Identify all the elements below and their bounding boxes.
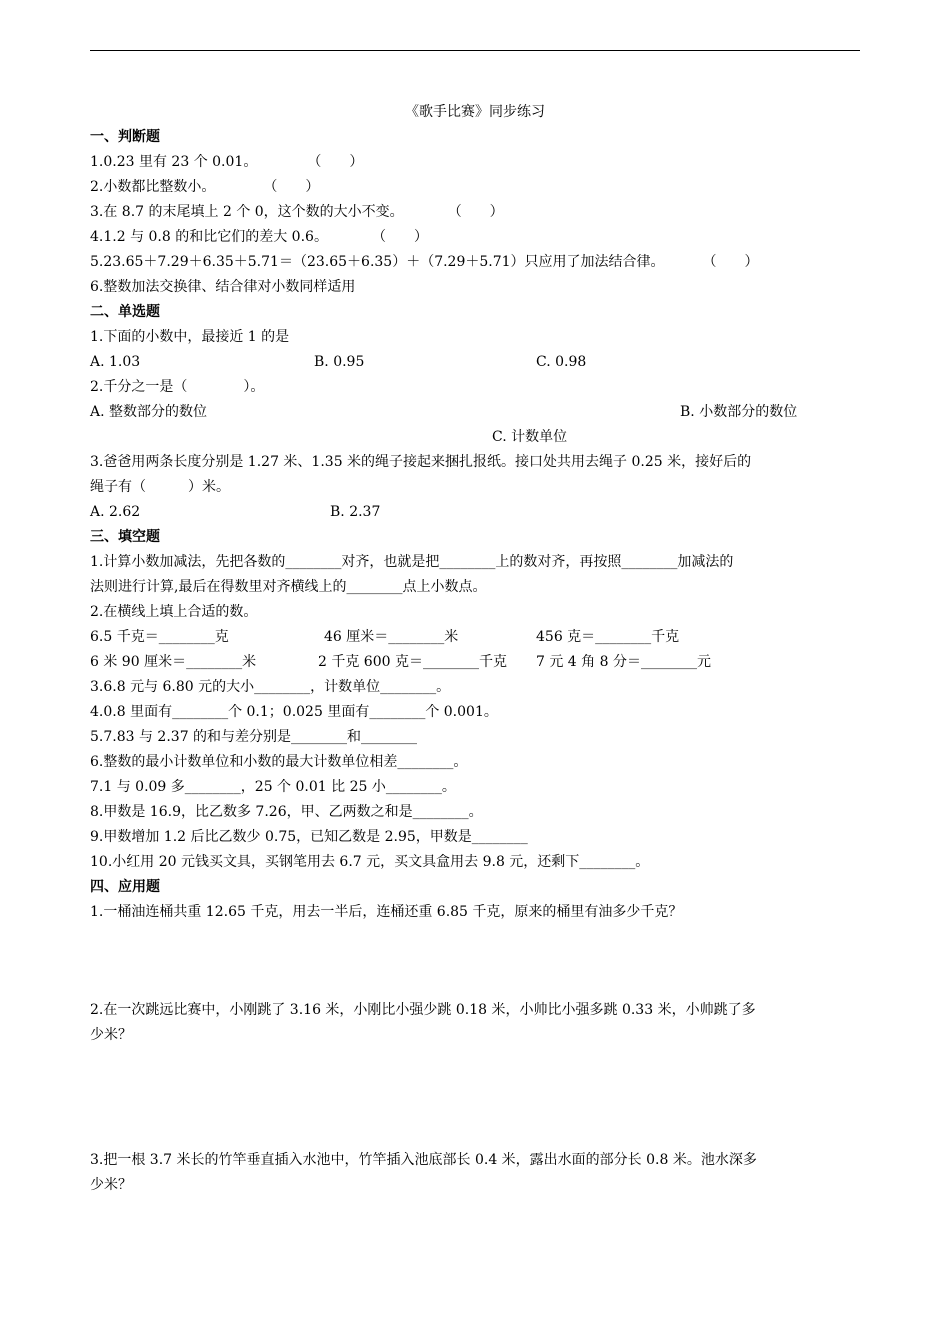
- choice-q2-options-row2: [90, 425, 860, 450]
- fill-question-1-line2: 法则进行计算,最后在得数里对齐横线上的________点上小数点。: [90, 579, 487, 595]
- judge-q1-paren: （ ）: [307, 154, 364, 170]
- judge-q2-text: 2.小数都比整数小。: [90, 179, 216, 195]
- choice-q1-option-c: C. 0.98: [536, 354, 587, 370]
- apply-question-3-line1: 3.把一根 3.7 米长的竹竿垂直插入水池中，竹竿插入池底部长 0.4 米，露出水面的部分长 0.8 米。池水深多: [90, 1152, 757, 1168]
- fill-q2-row2: [90, 650, 860, 675]
- header-rule: [90, 50, 860, 51]
- fill-question-1-line1: 1.计算小数加减法，先把各数的________对齐，也就是把________上的数对齐，再按照________加减法的: [90, 554, 734, 570]
- fill-question-9: 9.甲数增加 1.2 后比乙数少 0.75，已知乙数是 2.95，甲数是________: [90, 829, 528, 845]
- judge-q3-paren: （ ）: [447, 204, 504, 220]
- choice-question-1: 1.下面的小数中，最接近 1 的是: [90, 329, 290, 345]
- choice-q2-option-a: A. 整数部分的数位: [90, 404, 208, 420]
- apply-question-3-line2: 少米？: [90, 1177, 132, 1193]
- choice-q1-option-b: B. 0.95: [314, 354, 365, 370]
- page-title: 《歌手比赛》同步练习: [405, 104, 545, 120]
- choice-q2-option-c: C. 计数单位: [492, 429, 568, 445]
- judge-q5-text: 5.23.65＋7.29＋6.35＋5.71＝（23.65＋6.35）＋（7.29＋5.71）只应用了加法结合律。: [90, 254, 665, 270]
- apply-question-1: 1.一桶油连桶共重 12.65 千克，用去一半后，连桶还重 6.85 千克，原来的桶里有油多少千克？: [90, 904, 683, 920]
- fill-question-7: 7.1 与 0.09 多________，25 个 0.01 比 25 小________。: [90, 779, 456, 795]
- section-judge-heading: 一、判断题: [90, 129, 160, 145]
- fill-q2-item-3: 456 克＝________千克: [536, 629, 680, 645]
- section-apply-heading: 四、应用题: [90, 879, 160, 895]
- fill-q2-item-5: 2 千克 600 克＝________千克: [318, 654, 507, 670]
- fill-q2-item-4: 6 米 90 厘米＝________米: [90, 654, 257, 670]
- fill-q2-item-2: 46 厘米＝________米: [324, 629, 459, 645]
- judge-q5-paren: （ ）: [702, 254, 759, 270]
- fill-question-3: 3.6.8 元与 6.80 元的大小________，计数单位________。: [90, 679, 451, 695]
- choice-question-3-line2: 绳子有（ ）米。: [90, 479, 230, 495]
- fill-question-2: 2.在横线上填上合适的数。: [90, 604, 258, 620]
- choice-q3-option-a: A. 2.62: [90, 504, 141, 520]
- fill-question-6: 6.整数的最小计数单位和小数的最大计数单位相差________。: [90, 754, 468, 770]
- judge-question-4: [90, 225, 860, 250]
- judge-q1-text: 1.0.23 里有 23 个 0.01。: [90, 154, 258, 170]
- judge-question-5: [90, 250, 860, 275]
- fill-q2-row1: [90, 625, 860, 650]
- choice-q3-option-b: B. 2.37: [330, 504, 381, 520]
- choice-q2-options-row1: [90, 400, 860, 425]
- choice-question-2: 2.千分之一是（ ）。: [90, 379, 265, 395]
- fill-q2-item-1: 6.5 千克＝________克: [90, 629, 229, 645]
- fill-question-4: 4.0.8 里面有________个 0.1；0.025 里面有________个 0.001。: [90, 704, 498, 720]
- judge-question-6: 6.整数加法交换律、结合律对小数同样适用: [90, 279, 356, 295]
- apply-question-2-line1: 2.在一次跳远比赛中，小刚跳了 3.16 米，小刚比小强少跳 0.18 米，小帅比小强多跳 0.33 米，小帅跳了多: [90, 1002, 756, 1018]
- fill-q2-item-6: 7 元 4 角 8 分＝________元: [536, 654, 711, 670]
- section-choice-heading: 二、单选题: [90, 304, 160, 320]
- judge-question-1: [90, 150, 860, 175]
- choice-question-3-line1: 3.爸爸用两条长度分别是 1.27 米、1.35 米的绳子接起来捆扎报纸。接口处共用去绳子 0.25 米，接好后的: [90, 454, 752, 470]
- judge-q3-text: 3.在 8.7 的末尾填上 2 个 0，这个数的大小不变。: [90, 204, 404, 220]
- judge-question-3: [90, 200, 860, 225]
- judge-q4-text: 4.1.2 与 0.8 的和比它们的差大 0.6。: [90, 229, 328, 245]
- choice-q3-options: [90, 500, 860, 525]
- fill-question-5: 5.7.83 与 2.37 的和与差分别是________和________: [90, 729, 418, 745]
- fill-question-10: 10.小红用 20 元钱买文具，买钢笔用去 6.7 元，买文具盒用去 9.8 元，还剩下________。: [90, 854, 650, 870]
- fill-question-8: 8.甲数是 16.9，比乙数多 7.26，甲、乙两数之和是________。: [90, 804, 483, 820]
- judge-q4-paren: （ ）: [371, 229, 428, 245]
- apply-question-2-line2: 少米？: [90, 1027, 132, 1043]
- choice-q1-option-a: A. 1.03: [90, 354, 141, 370]
- choice-q2-option-b: B. 小数部分的数位: [680, 404, 798, 420]
- judge-q2-paren: （ ）: [263, 179, 320, 195]
- judge-question-2: [90, 175, 860, 200]
- section-fill-heading: 三、填空题: [90, 529, 160, 545]
- choice-q1-options: [90, 350, 860, 375]
